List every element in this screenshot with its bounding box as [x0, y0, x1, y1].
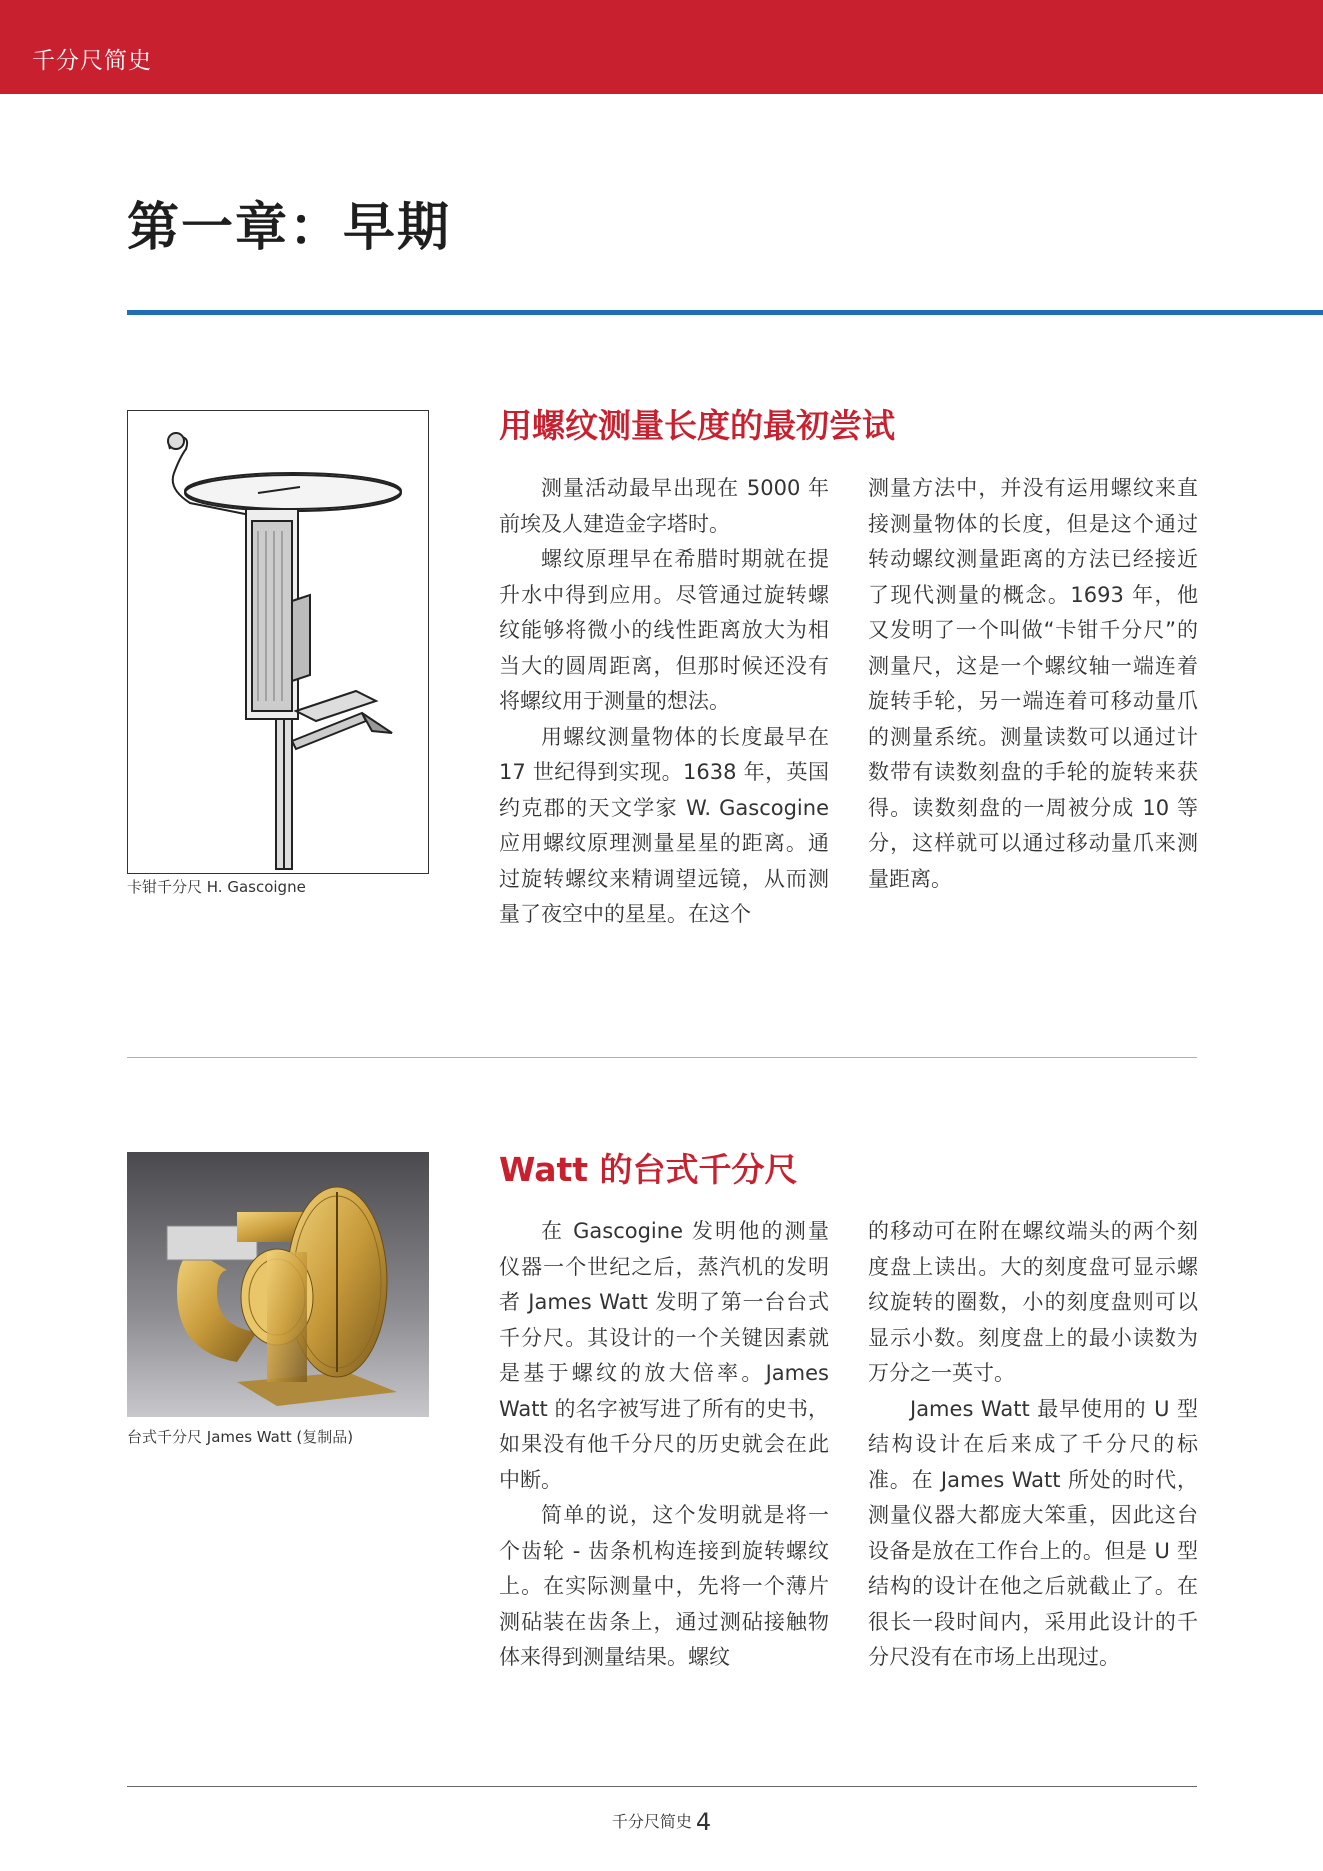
paragraph: 用螺纹测量物体的长度最早在 17 世纪得到实现。1638 年，英国约克郡的天文学家 W. Gascogine 应用螺纹原理测量星星的距离。通过旋转螺纹来精调望远镜，从而测量了夜空中的星星。在这个 — [499, 724, 829, 926]
paragraph: 简单的说，这个发明就是将一个齿轮 - 齿条机构连接到旋转螺纹上。在实际测量中，先将一个薄片测砧装在齿条上，通过测砧接触物体来得到测量结果。螺纹 — [499, 1503, 829, 1669]
page-number: 4 — [695, 1808, 712, 1836]
paragraph: James Watt 最早使用的 U 型结构设计在后来成了千分尺的标准。在 James Watt 所处的时代，测量仪器大都庞大笨重，因此这台设备是放在工作台上的。但是 U 型结构的设计在他之后就截止了。在很长一段时间内，采用此设计的千分尺没有在市场上出现过。 — [868, 1396, 1198, 1669]
paragraph: 螺纹原理早在希腊时期就在提升水中得到应用。尽管通过旋转螺纹能够将微小的线性距离放大为相当大的圆周距离，但那时候还没有将螺纹用于测量的想法。 — [499, 547, 829, 713]
paragraph: 测量活动最早出现在 5000 年前埃及人建造金字塔时。 — [499, 476, 829, 536]
section1-column-right — [868, 471, 1198, 897]
caliper-micrometer-figure — [127, 410, 429, 874]
chapter-title: 第一章：早期 — [127, 198, 452, 258]
caliper-micrometer-drawing — [128, 411, 428, 873]
figure-caption-caliper: 卡钳千分尺 H. Gascoigne — [127, 878, 306, 896]
section-heading-thread: 用螺纹测量长度的最初尝试 — [499, 406, 895, 445]
bench-micrometer-image — [127, 1152, 429, 1417]
header-title: 千分尺简史 — [32, 48, 152, 74]
paragraph: 的移动可在附在螺纹端头的两个刻度盘上读出。大的刻度盘可显示螺纹旋转的圈数，小的刻度盘则可以显示小数。刻度盘上的最小读数为万分之一英寸。 — [868, 1219, 1198, 1385]
section-divider — [127, 1057, 1197, 1058]
section2-column-right — [868, 1214, 1198, 1676]
paragraph: 测量方法中，并没有运用螺纹来直接测量物体的长度，但是这个通过转动螺纹测量距离的方法已经接近了现代测量的概念。1693 年，他又发明了一个叫做“卡钳千分尺”的测量尺，这是一个螺纹轴一端连着旋转手轮，另一端连着可移动量爪的测量系统。测量读数可以通过计数带有读数刻盘的手轮的旋转来获得。读数刻盘的一周被分成 10 等分，这样就可以通过移动量爪来测量距离。 — [868, 476, 1198, 891]
paragraph: 在 Gascogine 发明他的测量仪器一个世纪之后，蒸汽机的发明者 James Watt 发明了第一台台式千分尺。其设计的一个关键因素就是基于螺纹的放大倍率。James Watt 的名字被写进了所有的史书，如果没有他千分尺的历史就会在此中断。 — [499, 1219, 829, 1492]
chapter-divider — [127, 310, 1323, 315]
footer-divider — [127, 1786, 1197, 1787]
header-bar — [0, 0, 1323, 94]
section1-column-left — [499, 471, 829, 933]
footer-title: 千分尺简史 — [611, 1812, 692, 1831]
section-heading-watt: Watt 的台式千分尺 — [499, 1150, 798, 1189]
section2-column-left — [499, 1214, 829, 1676]
page-footer — [0, 1808, 1323, 1836]
bench-micrometer-photo — [127, 1152, 429, 1417]
figure-caption-watt: 台式千分尺 James Watt (复制品) — [127, 1428, 354, 1446]
